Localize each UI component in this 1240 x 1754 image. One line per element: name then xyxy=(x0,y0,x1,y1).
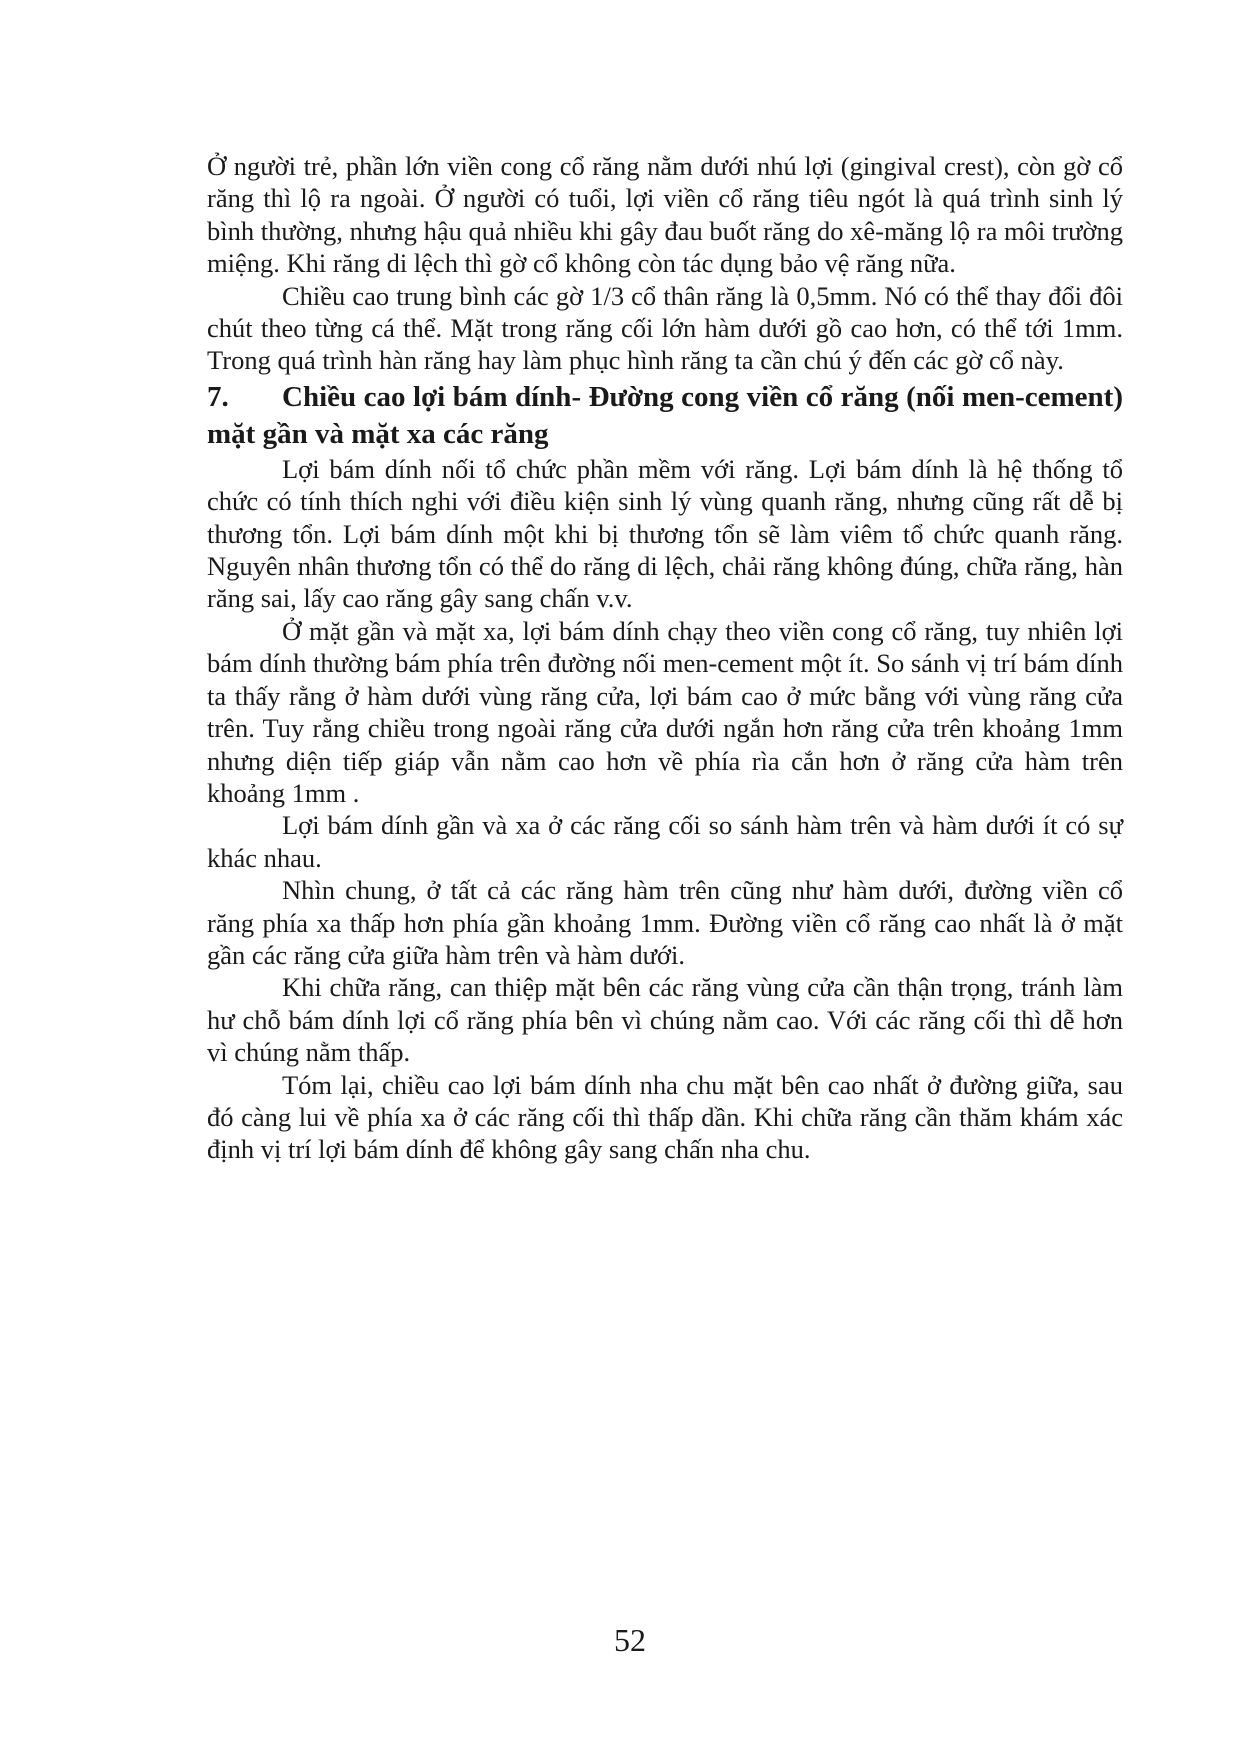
paragraph-young-people: Ở người trẻ, phần lớn viền cong cổ răng nằm dưới nhú lợi (gingival crest), còn gờ cổ răng thì lộ ra ngoài. Ở người có tuổi, lợi viền cổ răng tiêu ngót là quá trình sinh lý bình thường, nhưng hậu quả nhiều khi gây đau buốt răng do xê-măng lộ ra môi trường miệng. Khi răng di lệch thì gờ cổ không còn tác dụng bảo vệ răng nữa. xyxy=(207,151,1123,279)
paragraph-treatment: Khi chữa răng, can thiệp mặt bên các răng vùng cửa cần thận trọng, tránh làm hư chỗ bám dính lợi cổ răng phía bên vì chúng nằm cao. Với các răng cối thì dễ hơn vì chúng nằm thấp. xyxy=(207,972,1123,1068)
section-heading xyxy=(207,379,1123,453)
paragraph-summary: Tóm lại, chiều cao lợi bám dính nha chu mặt bên cao nhất ở đường giữa, sau đó càng lui về phía xa ở các răng cối thì thấp dần. Khi chữa răng cần thăm khám xác định vị trí lợi bám dính để không gây sang chấn nha chu. xyxy=(207,1069,1123,1165)
paragraph-overview: Nhìn chung, ở tất cả các răng hàm trên cũng như hàm dưới, đường viền cổ răng phía xa thấp hơn phía gần khoảng 1mm. Đường viền cổ răng cao nhất là ở mặt gần các răng cửa giữa hàm trên và hàm dưới. xyxy=(207,875,1123,970)
section-number: 7. xyxy=(207,380,229,413)
paragraph-mesial-distal: Ở mặt gần và mặt xa, lợi bám dính chạy theo viền cong cổ răng, tuy nhiên lợi bám dính thường bám phía trên đường nối men-cement một ít. So sánh vị trí bám dính ta thấy rằng ở hàm dưới vùng răng cửa, lợi bám cao ở mức bằng với vùng răng cửa trên. Tuy rằng chiều trong ngoài răng cửa dưới ngắn hơn răng cửa trên khoảng 1mm nhưng diện tiếp giáp vẫn nằm cao hơn về phía rìa cắn hơn ở răng cửa hàm trên khoảng 1mm . xyxy=(207,615,1123,808)
paragraph-average-height: Chiều cao trung bình các gờ 1/3 cổ thân răng là 0,5mm. Nó có thể thay đổi đôi chút theo từng cá thể. Mặt trong răng cối lớn hàm dưới gồ cao hơn, có thể tới 1mm. Trong quá trình hàn răng hay làm phục hình răng ta cần chú ý đến các gờ cổ này. xyxy=(207,280,1123,376)
paragraph-attached-gingiva: Lợi bám dính nối tổ chức phần mềm với răng. Lợi bám dính là hệ thống tổ chức có tính thích nghi với điều kiện sinh lý vùng quanh răng, nhưng cũng rất dễ bị thương tổn. Lợi bám dính một khi bị thương tổn sẽ làm viêm tổ chức quanh răng. Nguyên nhân thương tổn có thể do răng di lệch, chải răng không đúng, chữa răng, hàn răng sai, lấy cao răng gây sang chấn v.v. xyxy=(207,453,1123,614)
section-title: Chiều cao lợi bám dính- Đường cong viền cổ răng (nối men-cement) mặt gần và mặt xa các răng xyxy=(207,380,1123,450)
paragraph-molars: Lợi bám dính gần và xa ở các răng cối so sánh hàm trên và hàm dưới ít có sự khác nhau. xyxy=(207,810,1123,873)
page-number: 52 xyxy=(614,1622,646,1658)
page-body xyxy=(207,150,1123,1166)
